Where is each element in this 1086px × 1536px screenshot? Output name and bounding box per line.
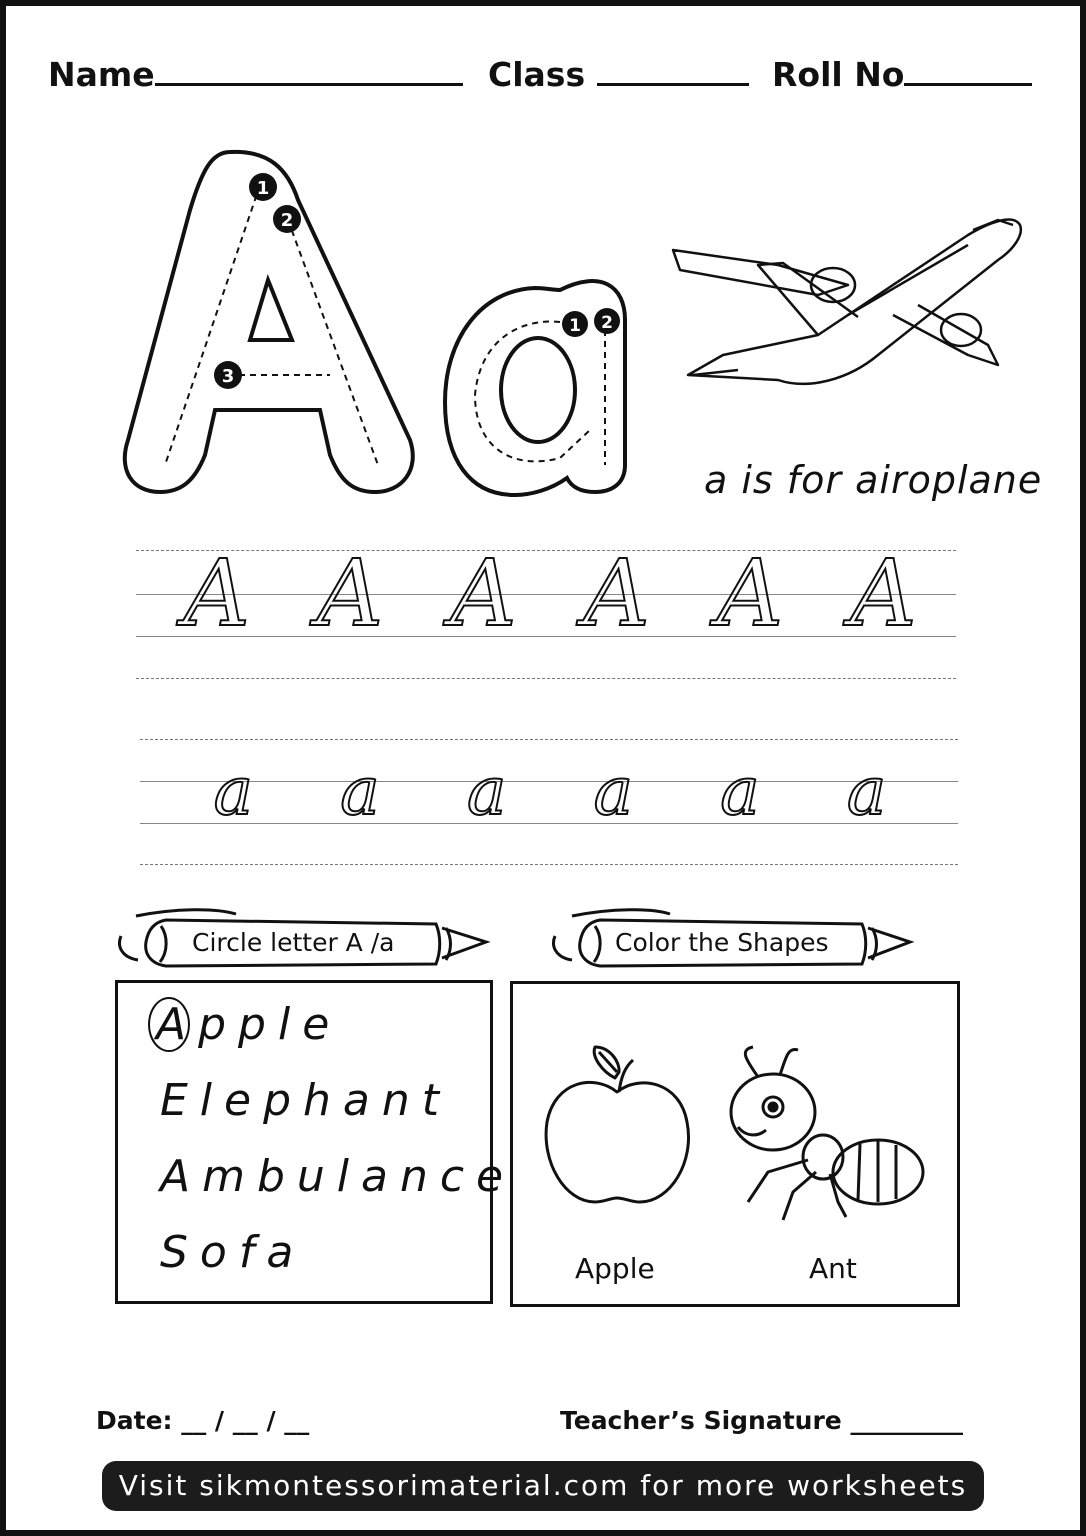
lower-stroke-number-1: 1: [569, 316, 581, 336]
ant-label: Ant: [809, 1252, 857, 1285]
trace-letter-upper[interactable]: A: [183, 540, 250, 647]
airplane-icon: [668, 205, 1028, 405]
stroke-number-1: 1: [256, 178, 270, 199]
trace-letter-lower[interactable]: a: [846, 753, 887, 830]
trace-letter-upper[interactable]: A: [850, 540, 917, 647]
class-label: Class: [488, 55, 586, 94]
color-activity-title: Color the Shapes: [615, 928, 829, 957]
teacher-signature-field[interactable]: Teacher’s Signature _________: [560, 1406, 963, 1435]
ant-icon[interactable]: [718, 1042, 938, 1222]
stroke-number-3: 3: [221, 366, 235, 387]
big-letters: [120, 140, 660, 510]
date-field[interactable]: Date: __ / __ / __: [96, 1406, 310, 1435]
lower-trace-row[interactable]: [170, 753, 930, 830]
word-rest: pple: [198, 999, 342, 1050]
class-field[interactable]: [488, 55, 749, 94]
word-ambulance[interactable]: Ambulance: [160, 1151, 516, 1202]
word-elephant[interactable]: Elephant: [160, 1075, 452, 1126]
circle-letter-box: [115, 980, 516, 1304]
circled-letter: A: [148, 997, 190, 1052]
trace-letter-upper[interactable]: A: [316, 540, 384, 647]
trace-letter-lower[interactable]: a: [720, 753, 760, 830]
letter-caption: a is for airoplane: [704, 458, 1043, 502]
guide-line: [140, 739, 958, 740]
upper-trace-row[interactable]: [150, 540, 950, 647]
stroke-number-2: 2: [280, 210, 294, 231]
circle-activity-title: Circle letter A /a: [192, 928, 395, 957]
trace-letter-lower[interactable]: a: [340, 753, 380, 830]
trace-letter-upper[interactable]: A: [450, 540, 517, 647]
uppercase-a-outline: [125, 152, 413, 492]
word-sofa[interactable]: Sofa: [160, 1227, 306, 1278]
trace-letter-lower[interactable]: a: [466, 753, 507, 830]
trace-letter-upper[interactable]: A: [716, 540, 784, 647]
trace-letter-lower[interactable]: a: [213, 753, 253, 830]
name-field[interactable]: [48, 55, 463, 94]
lower-stroke-number-2: 2: [601, 313, 613, 333]
trace-letter-lower[interactable]: a: [593, 753, 633, 830]
roll-line[interactable]: [904, 55, 1032, 86]
class-line[interactable]: [597, 55, 749, 86]
roll-label: Roll No: [772, 55, 905, 94]
apple-icon[interactable]: [535, 1042, 703, 1210]
trace-letter-upper[interactable]: A: [583, 540, 650, 647]
website-banner[interactable]: Visit sikmontessorimaterial.com for more worksheets: [102, 1461, 984, 1511]
lowercase-a-outline: [445, 281, 625, 495]
roll-field[interactable]: [772, 55, 1032, 94]
guide-line: [136, 678, 956, 679]
word-apple[interactable]: [156, 997, 342, 1052]
apple-label: Apple: [575, 1252, 655, 1285]
guide-line: [140, 864, 958, 865]
name-line[interactable]: [155, 55, 463, 86]
name-label: Name: [48, 55, 155, 94]
color-shapes-box: [510, 981, 960, 1307]
